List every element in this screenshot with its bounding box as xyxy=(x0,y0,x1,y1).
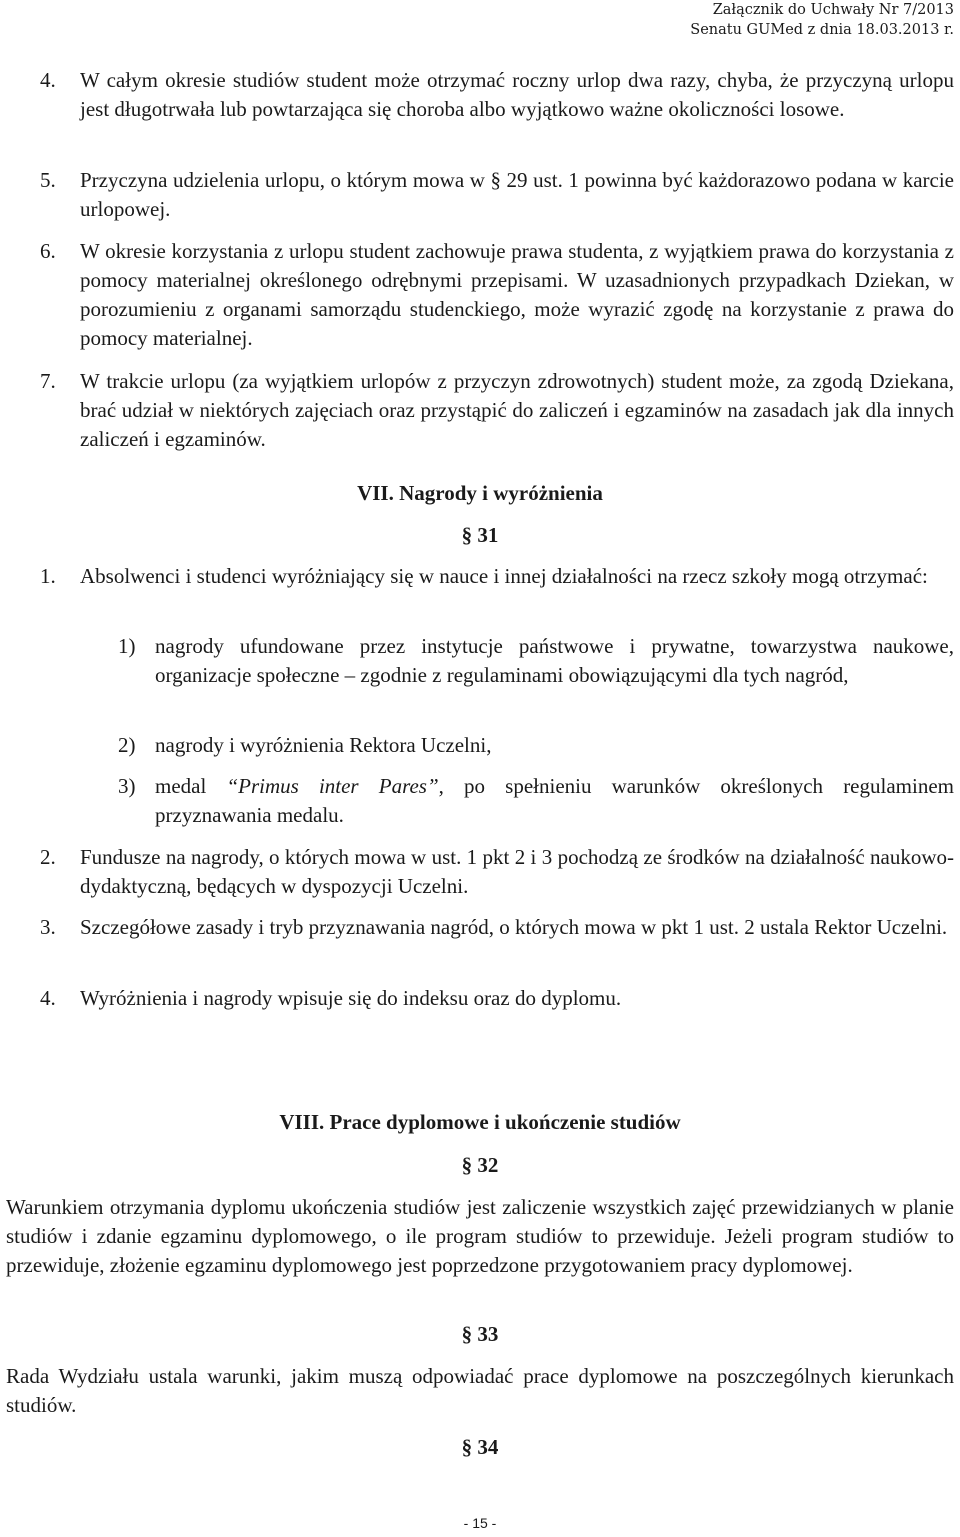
subitem-3-text-after: , po spełnieniu warunków określonych regulaminem przyznawania medalu. xyxy=(155,774,954,827)
paragraph-32: § 32 xyxy=(461,1153,499,1177)
medal-name: “Primus inter Pares” xyxy=(226,774,439,798)
vii-item-1-text: Absolwenci i studenci wyróżniający się w nauce i innej działalności na rzecz szkoły mogą otrzymać: xyxy=(80,564,928,588)
item-4-number: 4. xyxy=(40,68,56,92)
item-5-number: 5. xyxy=(40,168,56,192)
paragraph-31: § 31 xyxy=(461,523,499,547)
header-line-2: Senatu GUMed z dnia 18.03.2013 r. xyxy=(690,22,954,38)
item-7-text: W trakcie urlopu (za wyjątkiem urlopów z przyczyn zdrowotnych) student może, za zgodą Dziekana, brać udział w niektórych zajęciach oraz przystąpić do zaliczeń i egzaminów na zasadach jak dla innych zaliczeń i egzaminów. xyxy=(80,369,954,451)
subitem-3-text-before: medal xyxy=(155,774,227,798)
paragraph-33-text: Rada Wydziału ustala warunki, jakim muszą odpowiadać prace dyplomowe na poszczególnych kierunkach studiów. xyxy=(6,1364,954,1417)
subitem-2-number: 2) xyxy=(118,733,136,757)
document-header xyxy=(690,0,954,40)
section-vii-title: VII. Nagrody i wyróżnienia xyxy=(357,481,603,505)
item-7-number: 7. xyxy=(40,369,56,393)
vii-item-3-number: 3. xyxy=(40,915,56,939)
page-number: - 15 - xyxy=(463,1515,497,1531)
section-viii-title: VIII. Prace dyplomowe i ukończenie studiów xyxy=(279,1110,681,1134)
item-5-text: Przyczyna udzielenia urlopu, o którym mowa w § 29 ust. 1 powinna być każdorazowo podana w karcie urlopowej. xyxy=(80,168,954,221)
vii-item-2-text: Fundusze na nagrody, o których mowa w ust. 1 pkt 2 i 3 pochodzą ze środków na działalność naukowo-dydaktyczną, będących w dyspozycji Uczelni. xyxy=(80,845,954,898)
subitem-1-number: 1) xyxy=(118,634,136,658)
vii-item-4-text: Wyróżnienia i nagrody wpisuje się do indeksu oraz do dyplomu. xyxy=(80,986,622,1010)
subitem-2-text: nagrody i wyróżnienia Rektora Uczelni, xyxy=(155,733,492,757)
vii-item-3-text: Szczegółowe zasady i tryb przyznawania nagród, o których mowa w pkt 1 ust. 2 ustala Rektor Uczelni. xyxy=(80,915,948,939)
subitem-1-text: nagrody ufundowane przez instytucje państwowe i prywatne, towarzystwa naukowe, organizacje społeczne – zgodnie z regulaminami obowiązującymi dla tych nagród, xyxy=(155,634,954,687)
item-6-text: W okresie korzystania z urlopu student zachowuje prawa studenta, z wyjątkiem prawa do korzystania z pomocy materialnej określonego odrębnymi przepisami. W uzasadnionych przypadkach Dziekan, w porozumieniu z organami samorządu studenckiego, może wyrazić zgodę na korzystanie z prawa do pomocy materialnej. xyxy=(80,239,954,350)
vii-item-1-number: 1. xyxy=(40,564,56,588)
item-6-number: 6. xyxy=(40,239,56,263)
vii-item-4-number: 4. xyxy=(40,986,56,1010)
subitem-3-text xyxy=(155,772,954,830)
item-4-text: W całym okresie studiów student może otrzymać roczny urlop dwa razy, chyba, że przyczyną urlopu jest długotrwała lub powtarzająca się choroba albo wyjątkowo ważne okoliczności losowe. xyxy=(80,68,954,121)
subitem-3-number: 3) xyxy=(118,774,136,798)
vii-item-2-number: 2. xyxy=(40,845,56,869)
paragraph-32-text: Warunkiem otrzymania dyplomu ukończenia studiów jest zaliczenie wszystkich zajęć przewidzianych w planie studiów i zdanie egzaminu dyplomowego, o ile program studiów to przewiduje. Jeżeli program studiów to przewiduje, złożenie egzaminu dyplomowego jest poprzedzone przygotowaniem pracy dyplomowej. xyxy=(6,1195,954,1277)
paragraph-33: § 33 xyxy=(461,1322,499,1346)
paragraph-34: § 34 xyxy=(461,1435,499,1459)
header-line-1: Załącznik do Uchwały Nr 7/2013 xyxy=(712,2,954,18)
